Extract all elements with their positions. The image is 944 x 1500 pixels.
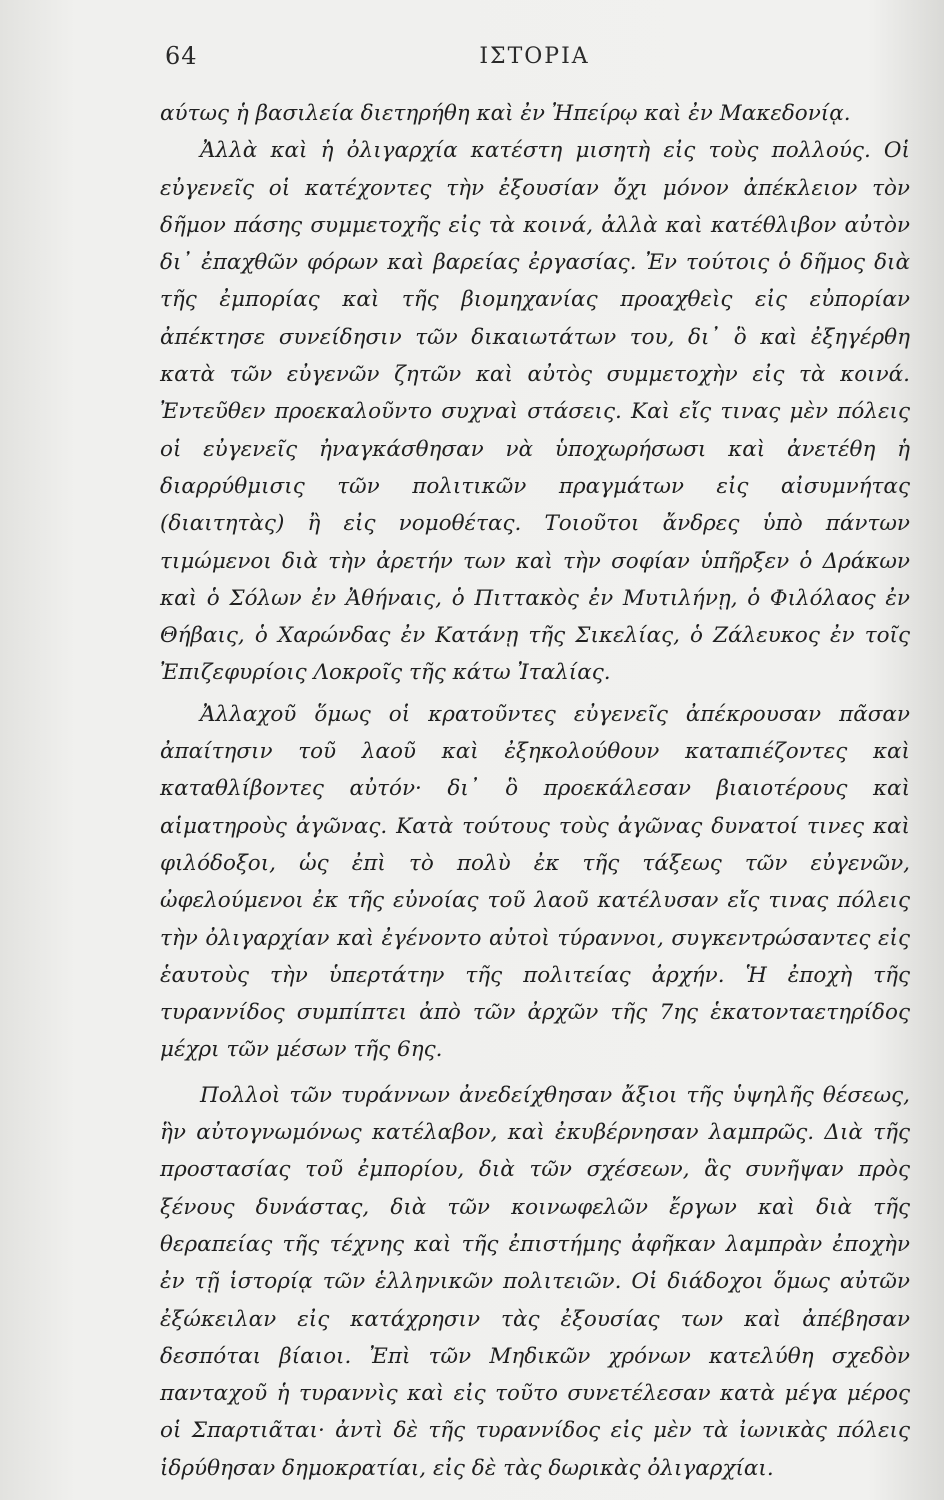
body-text (160, 95, 910, 1487)
page-number: 64 (165, 42, 198, 70)
running-title: ΙΣΤΟΡΙΑ (479, 44, 590, 69)
page-header (165, 42, 904, 78)
paragraph-oligarchy: Ἀλλὰ καὶ ἡ ὀλιγαρχία κατέστη μισητὴ εἰς τοὺς πολλούς. Οἱ εὐγενεῖς οἱ κατέχοντες τὴν ἐξουσίαν ὄχι μόνον ἀπέκλειον τὸν δῆμον πάσης συμμετοχῆς εἰς τὰ κοινά, ἀλλὰ καὶ κατέθλιβον αὐτὸν δι᾿ ἐπαχθῶν φόρων καὶ βαρείας ἐργασίας. Ἐν τούτοις ὁ δῆμος διὰ τῆς ἐμπορίας καὶ τῆς βιομηχανίας προαχθεὶς εἰς εὐπορίαν ἀπέκτησε συνείδησιν τῶν δικαιωτάτων του, δι᾿ ὃ καὶ ἐξηγέρθη κατὰ τῶν εὐγενῶν ζητῶν καὶ αὐτὸς συμμετοχὴν εἰς τὰ κοινά. Ἐντεῦθεν προεκαλοῦντο συχναὶ στάσεις. Καὶ εἴς τινας μὲν πόλεις οἱ εὐγενεῖς ἠναγκάσθησαν νὰ ὑποχωρήσωσι καὶ ἀνετέθη ἡ διαρρύθμισις τῶν πολιτικῶν πραγμάτων εἰς αἰσυμνήτας (διαιτητὰς) ἢ εἰς νομοθέτας. Τοιοῦτοι ἄνδρες ὑπὸ πάντων τιμώμενοι διὰ τὴν ἀρετήν των καὶ τὴν σοφίαν ὑπῆρξεν ὁ Δράκων καὶ ὁ Σόλων ἐν Ἀθήναις, ὁ Πιττακὸς ἐν Μυτιλήνῃ, ὁ Φιλόλαος ἐν Θήβαις, ὁ Χαρώνδας ἐν Κατάνῃ τῆς Σικελίας, ὁ Ζάλευκος ἐν τοῖς Ἐπιζεφυρίοις Λοκροῖς τῆς κάτω Ἰταλίας. (160, 138, 910, 686)
paragraph-continuation: αύτως ἡ βασιλεία διετηρήθη καὶ ἐν Ἠπείρῳ καὶ ἐν Μακεδονίᾳ. (160, 101, 851, 126)
paragraph-tyrants-rule: Πολλοὶ τῶν τυράννων ἀνεδείχθησαν ἄξιοι τῆς ὑψηλῆς θέσεως, ἣν αὐτογνωμόνως κατέλαβον, καὶ ἐκυβέρνησαν λαμπρῶς. Διὰ τῆς προστασίας τοῦ ἐμπορίου, διὰ τῶν σχέσεων, ἃς συνῆψαν πρὸς ξένους δυνάστας, διὰ τῶν κοινωφελῶν ἔργων καὶ διὰ τῆς θεραπείας τῆς τέχνης καὶ τῆς ἐπιστήμης ἀφῆκαν λαμπρὰν ἐποχὴν ἐν τῇ ἱστορίᾳ τῶν ἑλληνικῶν πολιτειῶν. Οἱ διάδοχοι ὅμως αὐτῶν ἐξώκειλαν εἰς κατάχρησιν τὰς ἐξουσίας των καὶ ἀπέβησαν δεσπόται βίαιοι. Ἐπὶ τῶν Μηδικῶν χρόνων κατελύθη σχεδὸν πανταχοῦ ἡ τυραννὶς καὶ εἰς τοῦτο συνετέλεσαν κατὰ μέγα μέρος οἱ Σπαρτιᾶται· ἀντὶ δὲ τῆς τυραννίδος εἰς μὲν τὰ ἰωνικὰς πόλεις ἱδρύθησαν δημοκρατίαι, εἰς δὲ τὰς δωρικὰς ὀλιγαρχίαι. (160, 1082, 910, 1481)
paragraph-tyrants-rise: Ἀλλαχοῦ ὅμως οἱ κρατοῦντες εὐγενεῖς ἀπέκρουσαν πᾶσαν ἀπαίτησιν τοῦ λαοῦ καὶ ἐξηκολούθουν καταπιέζοντες καὶ καταθλίβοντες αὐτόν· δι᾿ ὃ προεκάλεσαν βιαιοτέρους καὶ αἱματηροὺς ἀγῶνας. Κατὰ τούτους τοὺς ἀγῶνας δυνατοί τινες καὶ φιλόδοξοι, ὡς ἐπὶ τὸ πολὺ ἐκ τῆς τάξεως τῶν εὐγενῶν, ὠφελούμενοι ἐκ τῆς εὐνοίας τοῦ λαοῦ κατέλυσαν εἴς τινας πόλεις τὴν ὀλιγαρχίαν καὶ ἐγένοντο αὐτοὶ τύραννοι, συγκεντρώσαντες εἰς ἑαυτοὺς τὴν ὑπερτάτην τῆς πολιτείας ἀρχήν. Ἡ ἐποχὴ τῆς τυραννίδος συμπίπτει ἀπὸ τῶν ἀρχῶν τῆς 7ης ἑκατονταετηρίδος μέχρι τῶν μέσων τῆς 6ης. (160, 701, 910, 1063)
